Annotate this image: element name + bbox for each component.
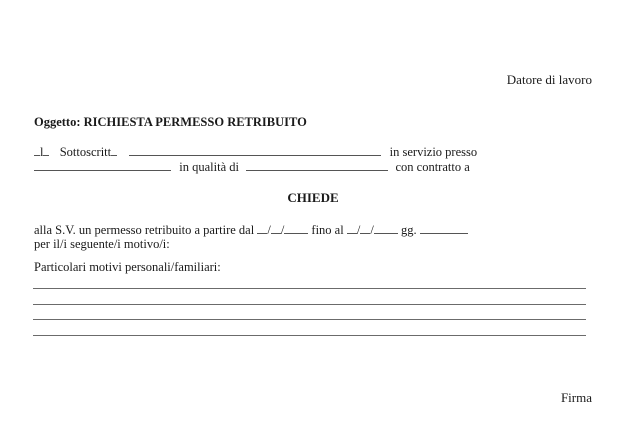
chiede-heading: CHIEDE bbox=[287, 190, 339, 205]
reasons-intro: per il/i seguente/i motivo/i: bbox=[34, 237, 170, 251]
date-separator: / bbox=[267, 223, 271, 237]
start-year-field[interactable] bbox=[284, 222, 308, 234]
end-day-field[interactable] bbox=[347, 222, 357, 234]
role-line bbox=[34, 159, 470, 175]
in-qualita-label: in qualità di bbox=[179, 160, 239, 174]
reason-line-1[interactable] bbox=[33, 288, 586, 289]
sottoscritt-suffix-blank[interactable] bbox=[111, 144, 117, 156]
reason-line-2[interactable] bbox=[33, 304, 586, 305]
reasons-label: Particolari motivi personali/familiari: bbox=[34, 260, 221, 274]
date-separator: / bbox=[356, 223, 361, 237]
gg-label: gg. bbox=[400, 223, 417, 237]
request-text: alla S.V. un permesso retribuito a partire dal bbox=[34, 223, 255, 237]
date-separator: / bbox=[280, 223, 285, 237]
date-separator: / bbox=[370, 223, 374, 237]
recipient-label: Datore di lavoro bbox=[506, 72, 592, 87]
signature-label: Firma bbox=[560, 390, 592, 405]
reason-line-3[interactable] bbox=[33, 319, 586, 320]
gender-prefix: l bbox=[40, 145, 44, 159]
end-month-field[interactable] bbox=[360, 222, 370, 234]
request-line bbox=[34, 222, 468, 238]
start-month-field[interactable] bbox=[271, 222, 281, 234]
sottoscritt-label: Sottoscritt bbox=[59, 145, 112, 159]
reason-line-4[interactable] bbox=[33, 335, 586, 336]
gender-blank-2[interactable] bbox=[43, 144, 49, 156]
employer-field[interactable] bbox=[34, 159, 171, 171]
start-day-field[interactable] bbox=[257, 222, 267, 234]
in-servizio-label: in servizio presso bbox=[389, 145, 478, 159]
subject-title: Oggetto: RICHIESTA PERMESSO RETRIBUITO bbox=[34, 115, 307, 129]
end-year-field[interactable] bbox=[374, 222, 398, 234]
employee-line bbox=[34, 144, 477, 160]
fino-al-label: fino al bbox=[311, 223, 344, 237]
name-field[interactable] bbox=[129, 144, 381, 156]
days-field[interactable] bbox=[420, 222, 468, 234]
con-contratto-label: con contratto a bbox=[395, 160, 470, 174]
role-field[interactable] bbox=[246, 159, 388, 171]
